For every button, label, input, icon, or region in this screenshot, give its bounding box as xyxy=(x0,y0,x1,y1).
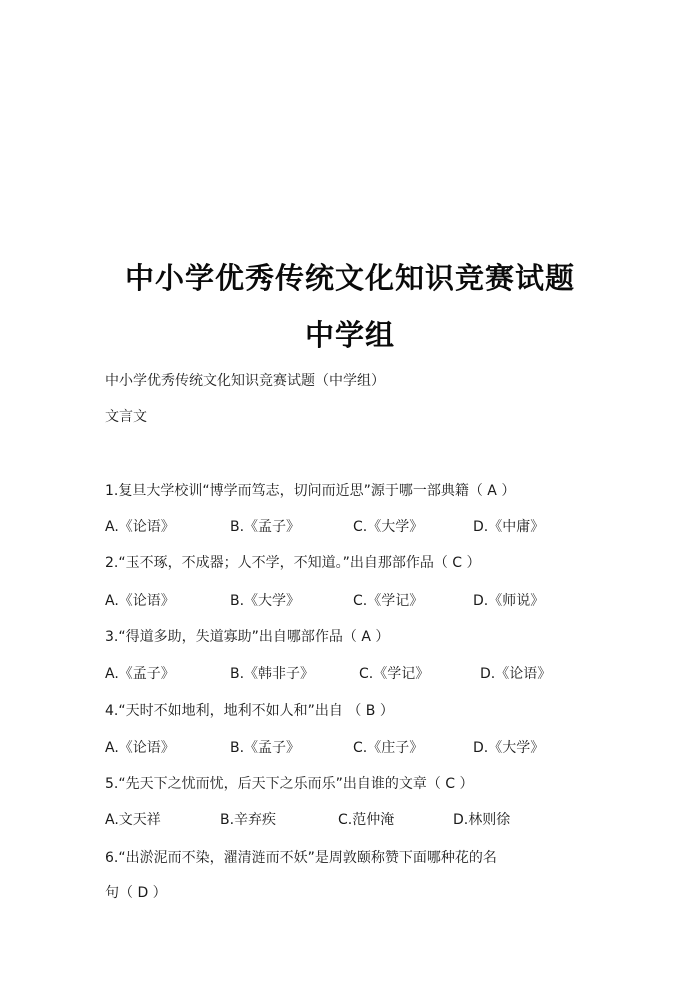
option-c: C.《学记》 xyxy=(353,593,424,609)
option-a: A.文天祥 xyxy=(105,812,161,828)
option-c: C.《庄子》 xyxy=(353,740,424,756)
option-d: D.《论语》 xyxy=(480,666,552,682)
question-5: 5.“先天下之忧而忧，后天下之乐而乐”出自谁的文章（ C ） xyxy=(105,776,474,792)
option-b: B.《大学》 xyxy=(230,593,301,609)
option-b: B.《韩非子》 xyxy=(230,666,315,682)
document-subtitle: 中小学优秀传统文化知识竞赛试题（中学组） xyxy=(105,373,385,389)
question-6: 6.“出淤泥而不染，濯清涟而不妖”是周敦颐称赞下面哪种花的名 xyxy=(105,850,497,866)
option-a: A.《论语》 xyxy=(105,593,175,609)
question-2: 2.“玉不琢，不成器；人不学，不知道。”出自那部作品（ C ） xyxy=(105,555,481,571)
option-c: C.《学记》 xyxy=(359,666,430,682)
option-d: D.《大学》 xyxy=(473,740,545,756)
document-title: 中小学优秀传统文化知识竞赛试题 xyxy=(124,261,575,295)
question-6-continuation: 句（ D ） xyxy=(105,885,167,901)
question-3: 3.“得道多助，失道寡助”出自哪部作品（ A ） xyxy=(105,629,390,645)
option-b: B.《孟子》 xyxy=(230,519,301,535)
document-subtitle-heading: 中学组 xyxy=(304,318,395,352)
option-d: D.林则徐 xyxy=(453,812,511,828)
section-heading: 文言文 xyxy=(105,409,147,425)
option-a: A.《论语》 xyxy=(105,519,175,535)
question-4: 4.“天时不如地利，地利不如人和”出自 （ B ） xyxy=(105,703,394,719)
option-b: B.《孟子》 xyxy=(230,740,301,756)
option-c: C.范仲淹 xyxy=(338,812,395,828)
option-a: A.《论语》 xyxy=(105,740,175,756)
option-c: C.《大学》 xyxy=(353,519,424,535)
question-1: 1.复旦大学校训“博学而笃志，切问而近思”源于哪一部典籍（ A ） xyxy=(105,483,516,499)
option-d: D.《中庸》 xyxy=(473,519,545,535)
option-a: A.《孟子》 xyxy=(105,666,175,682)
option-b: B.辛弃疾 xyxy=(220,812,277,828)
option-d: D.《师说》 xyxy=(473,593,545,609)
